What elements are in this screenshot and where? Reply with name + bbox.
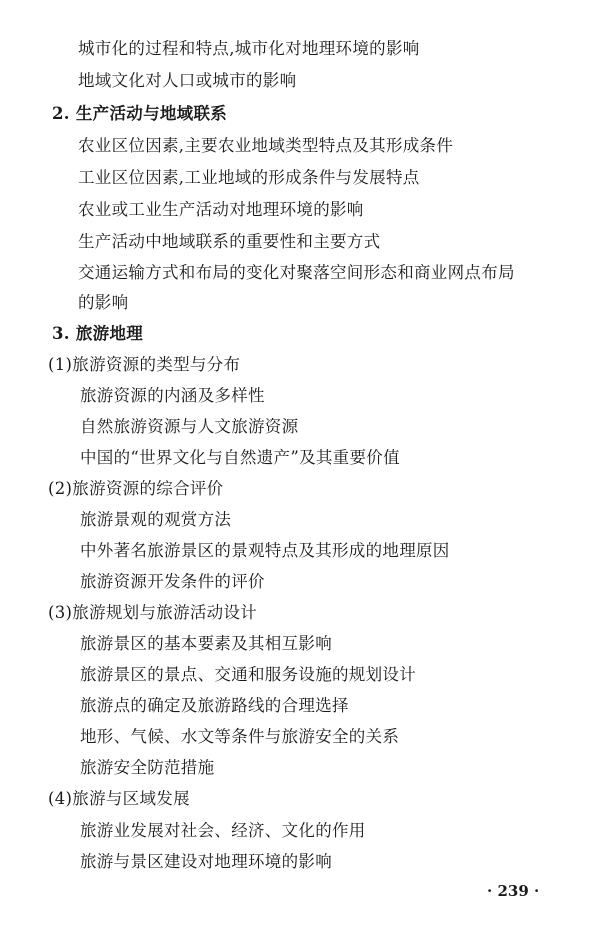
text-line: 旅游与景区建设对地理环境的影响 [80,852,332,871]
text-line: 旅游资源开发条件的评价 [80,572,265,591]
text-line: 旅游资源的内涵及多样性 [80,386,265,405]
text-line: 工业区位因素,工业地域的形成条件与发展特点 [78,168,420,187]
text-line: 中国的“世界文化与自然遗产”及其重要价值 [80,448,400,467]
text-line: 自然旅游资源与人文旅游资源 [80,417,299,436]
text-line: 农业或工业生产活动对地理环境的影响 [78,200,364,219]
text-line: 旅游安全防范措施 [80,758,215,777]
subsection-heading: (3)旅游规划与旅游活动设计 [48,603,258,622]
subsection-heading: (4)旅游与区域发展 [48,789,190,808]
text-line: 生产活动中地域联系的重要性和主要方式 [78,232,381,251]
text-line: 的影响 [78,293,129,312]
text-line: 农业区位因素,主要农业地域类型特点及其形成条件 [78,136,454,155]
subsection-heading: (1)旅游资源的类型与分布 [48,355,241,374]
text-line: 旅游景观的观赏方法 [80,510,232,529]
text-line: 中外著名旅游景区的景观特点及其形成的地理原因 [80,541,450,560]
page-number: · 239 · [487,882,540,900]
text-line: 旅游景区的景点、交通和服务设施的规划设计 [80,665,416,684]
text-line: 交通运输方式和布局的变化对聚落空间形态和商业网点布局 [78,263,515,282]
text-line: 旅游点的确定及旅游路线的合理选择 [80,696,349,715]
section-heading: 3. 旅游地理 [52,324,144,343]
text-line: 旅游景区的基本要素及其相互影响 [80,634,332,653]
text-line: 城市化的过程和特点,城市化对地理环境的影响 [78,39,420,58]
section-heading: 2. 生产活动与地域联系 [52,104,228,123]
text-line: 旅游业发展对社会、经济、文化的作用 [80,821,366,840]
text-line: 地域文化对人口或城市的影响 [78,71,297,90]
text-line: 地形、气候、水文等条件与旅游安全的关系 [80,727,400,746]
subsection-heading: (2)旅游资源的综合评价 [48,479,224,498]
